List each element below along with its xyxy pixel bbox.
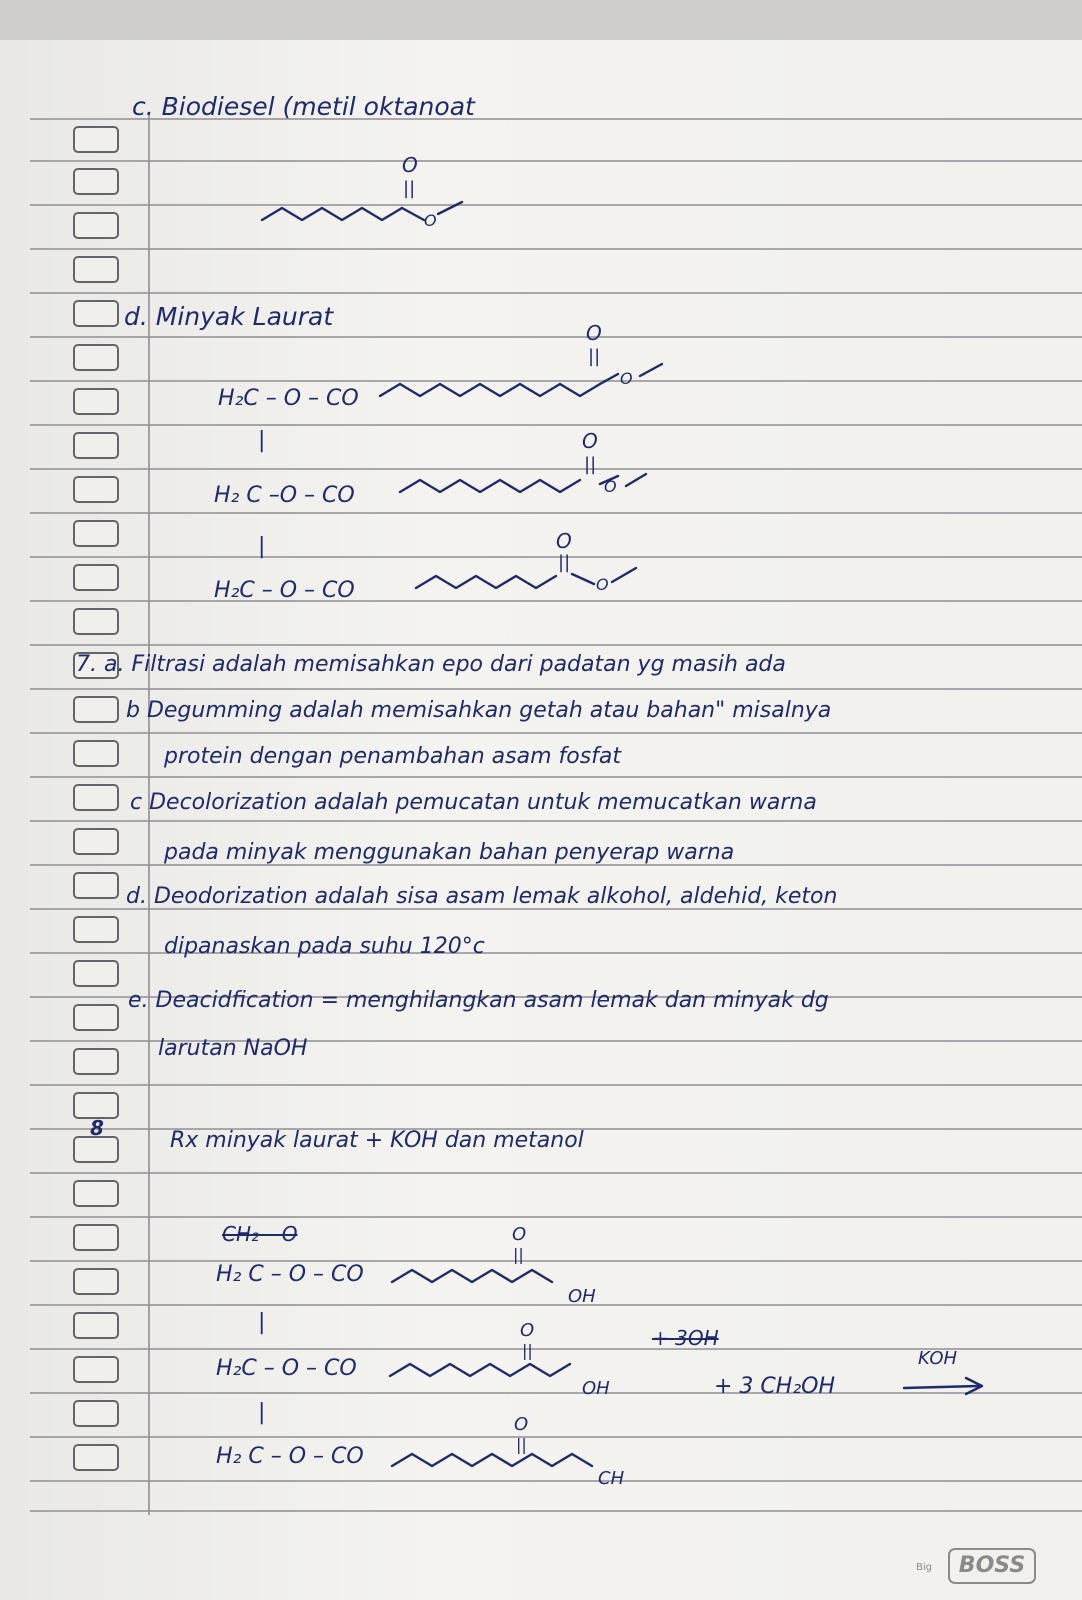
laurat-methyl-1 xyxy=(640,364,662,376)
laurat-ester-o-2: O xyxy=(604,477,617,496)
item-d-title: d. Minyak Laurat xyxy=(124,302,334,331)
laurat-chain-3 xyxy=(416,576,556,588)
laurat-row-3: H₂C – O – CO xyxy=(214,578,355,603)
q8-ch-3: CH xyxy=(598,1468,625,1489)
q7-b-line-1: b Degumming adalah memisahkan getah atau bahan" misalnya xyxy=(126,698,832,723)
laurat-row-2: H₂ C –O – CO xyxy=(214,483,355,508)
laurat-chain-3-end xyxy=(572,574,594,584)
reaction-arrow-line xyxy=(904,1386,978,1388)
brand-logo: BOSS xyxy=(948,1548,1036,1584)
octanoate-methyl-bond xyxy=(438,202,462,214)
octanoate-carbonyl-o: O xyxy=(402,153,418,177)
laurat-ester-o-3: O xyxy=(596,575,609,594)
laurat-dbl-3: || xyxy=(558,552,571,573)
octanoate-ester-o: O xyxy=(424,211,437,230)
q7-a-line: 7. a. Filtrasi adalah memisahkan epo dari padatan yg masih ada xyxy=(76,652,786,677)
laurat-o-3: O xyxy=(556,529,572,553)
q8-dbl-3: || xyxy=(516,1435,527,1454)
laurat-methyl-3 xyxy=(612,568,636,582)
q8-o-1: O xyxy=(512,1224,527,1245)
q8-chain-1 xyxy=(392,1270,552,1282)
q8-dbl-1: || xyxy=(513,1245,524,1264)
laurat-chain-1 xyxy=(380,384,600,396)
q8-struck-term: + 3OH xyxy=(652,1326,719,1350)
q7-c-line-2: pada minyak menggunakan bahan penyerap warna xyxy=(164,840,735,865)
logo-small-text: Big xyxy=(916,1562,932,1573)
q8-chain-3 xyxy=(392,1454,592,1466)
q8-koh-label: KOH xyxy=(918,1348,958,1369)
q8-o-3: O xyxy=(514,1414,529,1435)
q8-number: 8 xyxy=(90,1116,104,1140)
laurat-chain-1-end xyxy=(600,374,618,384)
q8-crossed-out: CH₂ – O xyxy=(222,1222,298,1246)
q7-d-line-1: d. Deodorization adalah sisa asam lemak alkohol, aldehid, keton xyxy=(126,884,838,909)
q8-row-2: H₂C – O – CO xyxy=(216,1356,357,1381)
q8-row-3: H₂ C – O – CO xyxy=(216,1444,364,1469)
laurat-methyl-2 xyxy=(626,474,646,486)
q8-bond-2: | xyxy=(258,1400,266,1425)
q8-methanol-term: + 3 CH₂OH xyxy=(714,1374,835,1399)
laurat-bond-2: | xyxy=(258,534,266,559)
octanoate-chain xyxy=(262,208,402,220)
q8-chain-2 xyxy=(390,1364,570,1376)
q8-oh-2: OH xyxy=(582,1378,610,1399)
q7-b-line-2: protein dengan penambahan asam fosfat xyxy=(164,744,622,769)
laurat-dbl-1: || xyxy=(588,346,601,367)
q8-title: Rx minyak laurat + KOH dan metanol xyxy=(170,1128,584,1153)
laurat-dbl-2: || xyxy=(584,454,597,475)
q8-row-1: H₂ C – O – CO xyxy=(216,1262,364,1287)
laurat-o-2: O xyxy=(582,429,598,453)
laurat-ester-o-1: O xyxy=(620,369,633,388)
laurat-row-1: H₂C – O – CO xyxy=(218,386,359,411)
q8-bond-1: | xyxy=(258,1310,266,1335)
q7-c-line-1: c Decolorization adalah pemucatan untuk memucatkan warna xyxy=(130,790,817,815)
q7-d-line-2: dipanaskan pada suhu 120°c xyxy=(164,934,485,959)
laurat-bond-1: | xyxy=(258,428,266,453)
q8-dbl-2: || xyxy=(522,1341,533,1360)
q8-o-2: O xyxy=(520,1320,535,1341)
octanoate-double-bond: || xyxy=(403,178,416,199)
laurat-chain-2 xyxy=(400,480,580,492)
q7-e-line-1: e. Deacidfication = menghilangkan asam lemak dan minyak dg xyxy=(128,988,829,1013)
laurat-o-1: O xyxy=(586,321,602,345)
q8-oh-1: OH xyxy=(568,1286,596,1307)
octanoate-ester-bond xyxy=(402,208,424,220)
item-c-title: c. Biodiesel (metil oktanoat xyxy=(132,92,475,121)
q7-e-line-2: larutan NaOH xyxy=(158,1036,308,1061)
